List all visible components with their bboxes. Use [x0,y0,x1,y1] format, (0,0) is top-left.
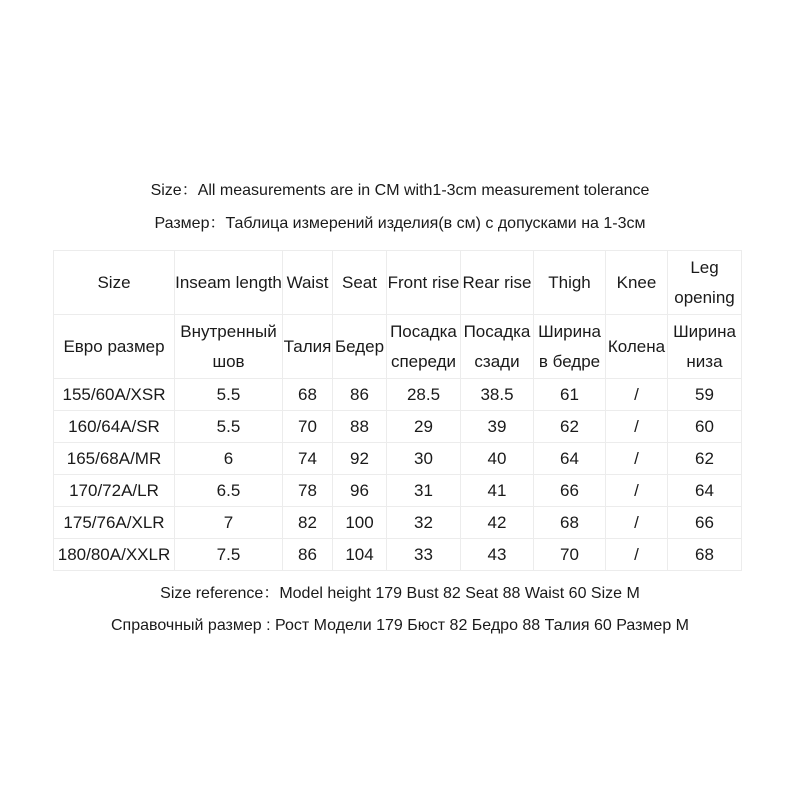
table-cell: 165/68A/MR [54,443,175,475]
table-cell: Size [54,251,175,315]
table-cell: Rear rise [461,251,534,315]
table-cell: 160/64A/SR [54,411,175,443]
size-note-russian: Размер：Таблица измерений изделия(в см) с допусками на 1-3см [154,215,646,232]
table-row [54,443,742,475]
table-cell: 104 [333,539,387,571]
table-cell: 6.5 [175,475,283,507]
table-cell: 60 [668,411,742,443]
table-cell: 62 [534,411,606,443]
table-cell: / [606,475,668,507]
table-cell: 33 [387,539,461,571]
table-row [54,411,742,443]
size-chart-table [53,250,742,571]
table-cell: 68 [283,379,333,411]
table-row [54,507,742,539]
table-cell: 6 [175,443,283,475]
table-cell: / [606,507,668,539]
table-cell: Waist [283,251,333,315]
table-cell: Knee [606,251,668,315]
size-note-english: Size：All measurements are in CM with1-3cm measurement tolerance [150,182,650,199]
table-cell: 41 [461,475,534,507]
table-cell: 5.5 [175,379,283,411]
table-row [54,475,742,507]
table-cell: 82 [283,507,333,539]
table-cell: Inseam length [175,251,283,315]
size-reference-english: Size reference：Model height 179 Bust 82 Seat 88 Waist 60 Size M [160,585,640,602]
table-cell: 64 [668,475,742,507]
table-cell: Seat [333,251,387,315]
table-cell: 30 [387,443,461,475]
table-cell: 96 [333,475,387,507]
table-cell: 5.5 [175,411,283,443]
table-cell: Посадка спереди [387,315,461,379]
size-reference-russian: Справочный размер : Рост Модели 179 Бюст 82 Бедро 88 Талия 60 Размер M [110,617,689,634]
table-cell: Ширина в бедре [534,315,606,379]
table-cell: Посадка сзади [461,315,534,379]
table-cell: 155/60A/XSR [54,379,175,411]
table-cell: 40 [461,443,534,475]
table-cell: 62 [668,443,742,475]
table-cell: 66 [534,475,606,507]
table-cell: 28.5 [387,379,461,411]
table-cell: 175/76A/XLR [54,507,175,539]
table-cell: 86 [283,539,333,571]
table-cell: 61 [534,379,606,411]
table-cell: 42 [461,507,534,539]
table-cell: 70 [283,411,333,443]
table-cell: 66 [668,507,742,539]
table-cell: 88 [333,411,387,443]
table-cell: Бедер [333,315,387,379]
table-cell: Front rise [387,251,461,315]
table-cell: 170/72A/LR [54,475,175,507]
table-cell: Leg opening [668,251,742,315]
table-cell: 43 [461,539,534,571]
table-cell: 100 [333,507,387,539]
table-cell: 86 [333,379,387,411]
header-row-english [54,251,742,315]
header-row-russian [54,315,742,379]
table-cell: 68 [534,507,606,539]
table-cell: Евро размер [54,315,175,379]
table-cell: / [606,539,668,571]
table-cell: Thigh [534,251,606,315]
table-cell: 180/80A/XXLR [54,539,175,571]
table-cell: 39 [461,411,534,443]
table-cell: 78 [283,475,333,507]
table-cell: Талия [283,315,333,379]
table-cell: 68 [668,539,742,571]
table-cell: / [606,411,668,443]
table-cell: Ширина низа [668,315,742,379]
table-cell: 7 [175,507,283,539]
table-cell: 31 [387,475,461,507]
table-cell: 92 [333,443,387,475]
table-row [54,379,742,411]
table-cell: 70 [534,539,606,571]
table-row [54,539,742,571]
table-cell: 32 [387,507,461,539]
table-cell: 29 [387,411,461,443]
table-cell: Внутренный шов [175,315,283,379]
table-cell: 64 [534,443,606,475]
table-cell: / [606,443,668,475]
table-cell: 7.5 [175,539,283,571]
table-cell: 38.5 [461,379,534,411]
table-cell: 74 [283,443,333,475]
table-cell: Колена [606,315,668,379]
table-cell: / [606,379,668,411]
table-cell: 59 [668,379,742,411]
